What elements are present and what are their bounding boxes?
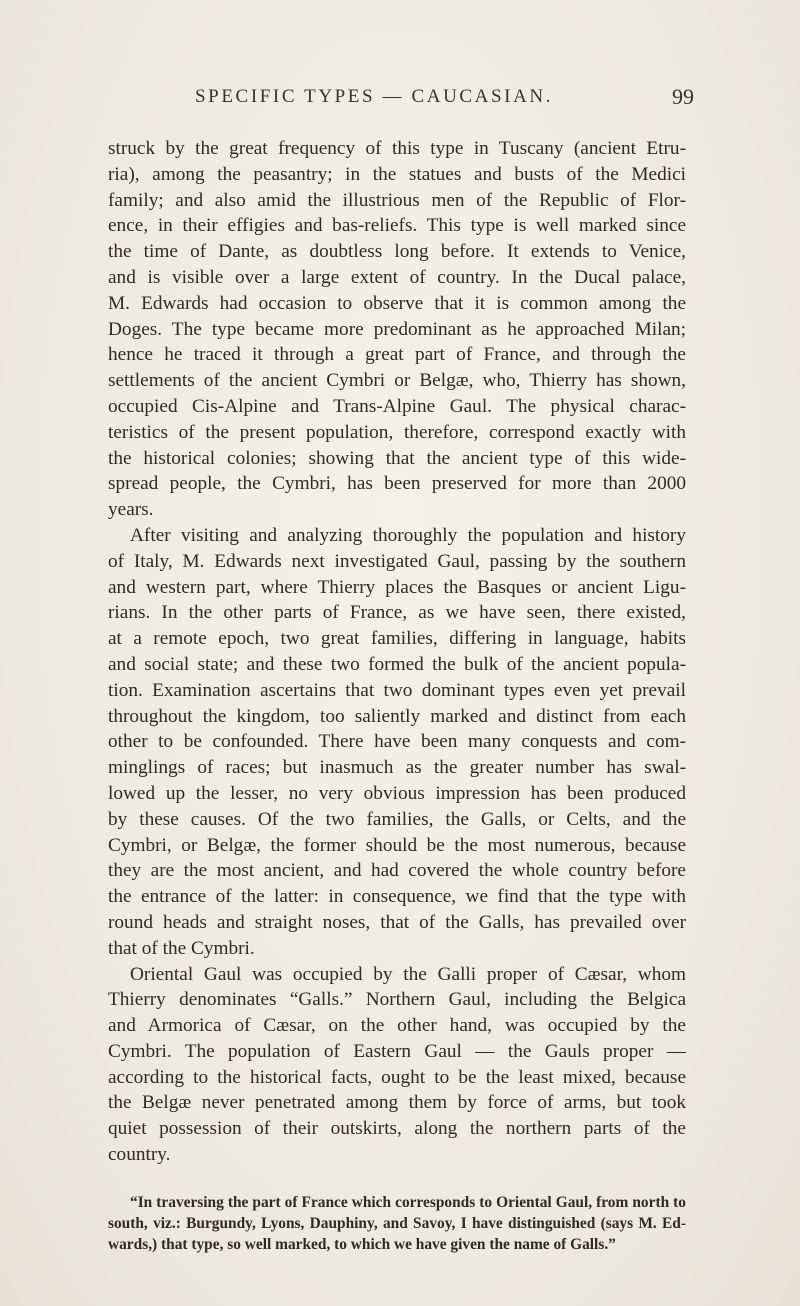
text-line: that of the Cymbri. bbox=[108, 937, 255, 959]
footnote-line: “In traversing the part of France which corresponds to Oriental Gaul, from north to bbox=[130, 1194, 686, 1211]
text-line: by these causes. Of the two families, the Galls, or Celts, and the bbox=[108, 808, 686, 830]
text-line: years. bbox=[108, 499, 154, 521]
text-line: the entrance of the latter: in consequence, we find that the type with bbox=[108, 886, 686, 908]
text-line: the time of Dante, as doubtless long before. It extends to Venice, bbox=[108, 241, 686, 263]
text-line: other to be confounded. There have been many conquests and com- bbox=[108, 731, 686, 753]
text-line: the Belgæ never penetrated among them by force of arms, but took bbox=[108, 1092, 686, 1114]
text-line: After visiting and analyzing thoroughly the population and history bbox=[130, 524, 686, 546]
text-line: and Armorica of Cæsar, on the other hand, was occupied by the bbox=[108, 1015, 686, 1037]
text-line: tion. Examination ascertains that two dominant types even yet prevail bbox=[108, 679, 686, 701]
text-line: settlements of the ancient Cymbri or Belgæ, who, Thierry has shown, bbox=[108, 370, 686, 392]
text-line: they are the most ancient, and had covered the whole country before bbox=[108, 860, 686, 882]
text-line: ria), among the peasantry; in the statues and busts of the Medici bbox=[108, 163, 686, 185]
text-line: Doges. The type became more predominant as he approached Milan; bbox=[108, 318, 686, 340]
footnote-line: wards,) that type, so well marked, to which we have given the name of Galls.” bbox=[108, 1236, 616, 1253]
text-line: Oriental Gaul was occupied by the Galli proper of Cæsar, whom bbox=[130, 963, 686, 985]
text-line: country. bbox=[108, 1144, 171, 1166]
paragraph-1 bbox=[108, 136, 686, 523]
page-number: 99 bbox=[672, 84, 694, 109]
text-line: Cymbri, or Belgæ, the former should be the most numerous, because bbox=[108, 834, 686, 856]
text-line: Cymbri. The population of Eastern Gaul — the Gauls proper — bbox=[108, 1040, 686, 1062]
text-line: minglings of races; but inasmuch as the greater number has swal- bbox=[108, 757, 686, 779]
text-line: round heads and straight noses, that of the Galls, has prevailed over bbox=[108, 911, 686, 933]
text-line: Thierry denominates “Galls.” Northern Gaul, including the Belgica bbox=[108, 989, 686, 1011]
text-line: spread people, the Cymbri, has been preserved for more than 2000 bbox=[108, 473, 686, 495]
text-line: occupied Cis-Alpine and Trans-Alpine Gaul. The physical charac- bbox=[108, 395, 686, 417]
text-line: family; and also amid the illustrious men of the Republic of Flor- bbox=[108, 189, 686, 211]
text-line: rians. In the other parts of France, as we have seen, there existed, bbox=[108, 602, 686, 624]
text-line: at a remote epoch, two great families, differing in language, habits bbox=[108, 628, 686, 650]
body-text bbox=[108, 136, 686, 1168]
text-line: of Italy, M. Edwards next investigated Gaul, passing by the southern bbox=[108, 550, 686, 572]
text-line: quiet possession of their outskirts, along the northern parts of the bbox=[108, 1118, 686, 1140]
text-line: according to the historical facts, ought to be the least mixed, because bbox=[108, 1066, 686, 1088]
text-line: throughout the kingdom, too saliently marked and distinct from each bbox=[108, 705, 686, 727]
paragraph-2 bbox=[108, 523, 686, 962]
text-line: the historical colonies; showing that the ancient type of this wide- bbox=[108, 447, 686, 469]
text-line: lowed up the lesser, no very obvious impression has been produced bbox=[108, 782, 686, 804]
footnote bbox=[108, 1192, 686, 1255]
text-line: and western part, where Thierry places the Basques or ancient Ligu- bbox=[108, 576, 686, 598]
paragraph-3 bbox=[108, 962, 686, 1168]
text-line: M. Edwards had occasion to observe that it is common among the bbox=[108, 292, 686, 314]
text-line: teristics of the present population, therefore, correspond exactly with bbox=[108, 421, 686, 443]
text-line: and social state; and these two formed the bulk of the ancient popula- bbox=[108, 653, 686, 675]
text-line: and is visible over a large extent of country. In the Ducal palace, bbox=[108, 266, 686, 288]
text-line: hence he traced it through a great part of France, and through the bbox=[108, 344, 686, 366]
footnote-line: south, viz.: Burgundy, Lyons, Dauphiny, and Savoy, I have distinguished (says M. Ed- bbox=[108, 1215, 686, 1232]
running-head: SPECIFIC TYPES — CAUCASIAN. bbox=[195, 86, 554, 107]
text-line: struck by the great frequency of this type in Tuscany (ancient Etru- bbox=[108, 138, 686, 159]
text-line: ence, in their effigies and bas-reliefs. This type is well marked since bbox=[108, 215, 686, 237]
